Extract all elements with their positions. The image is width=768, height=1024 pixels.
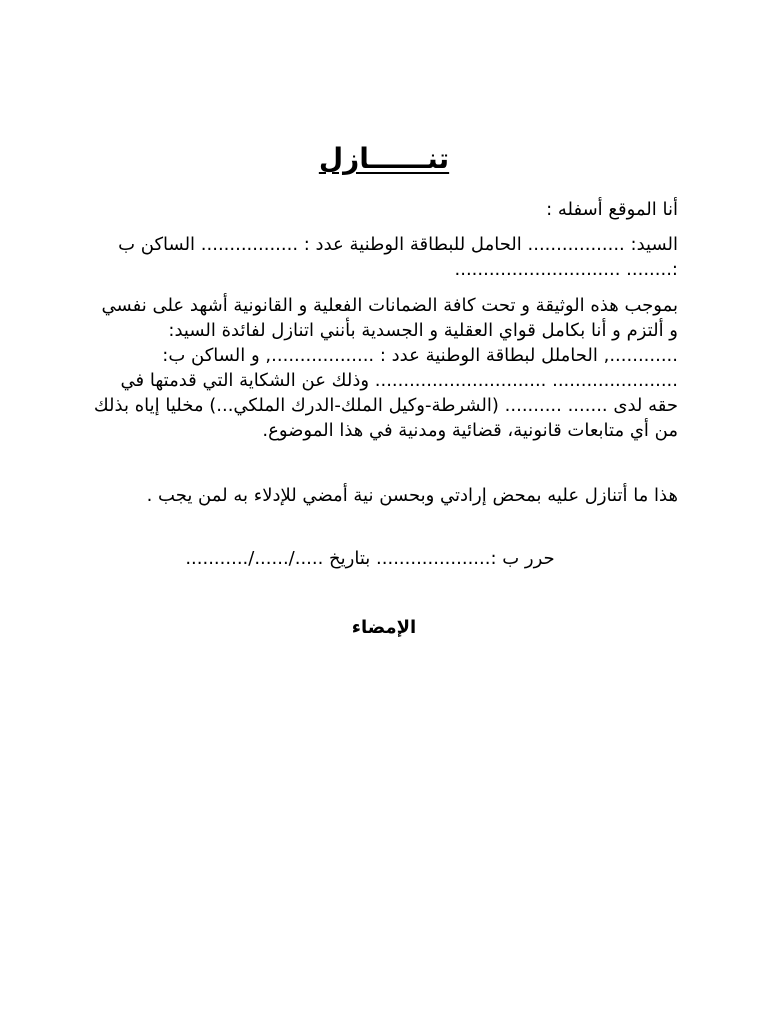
signature-label: الإمضاء xyxy=(351,617,417,638)
closing-paragraph: هذا ما أتنازل عليه بمحض إرادتي وبحسن نية أمضي للإدلاء به لمن يجب . xyxy=(146,485,678,506)
waiver-paragraph: بموجب هذه الوثيقة و تحت كافة الضمانات الفعلية و القانونية أشهد على نفسي و ألتزم و أنا بكامل قواي العقلية و الجسدية بأنني اتنازل لفائدة السيد: ............, الحاملل لبطاقة الوطنية عدد : .................., و الساكن ب: ...................... .............................. وذلك عن الشكاية التي قدمتها في حقه لدى ....... .......... (الشرطة-وكيل الملك-الدرك الملكي...) مخليا إياه بذلك من أي متابعات قانونية، قضائية ومدنية في هذا الموضوع. xyxy=(93,295,678,441)
identity-paragraph: السيد: ................. الحامل للبطاقة الوطنية عدد : ................. الساكن ب :........ ............................. xyxy=(118,234,678,280)
intro-line: أنا الموقع أسفله : xyxy=(546,199,678,220)
document-title: تنــــــازل xyxy=(318,142,450,175)
place-date-line: حرر ب :.................... بتاريخ ...../....../........... xyxy=(185,548,555,569)
